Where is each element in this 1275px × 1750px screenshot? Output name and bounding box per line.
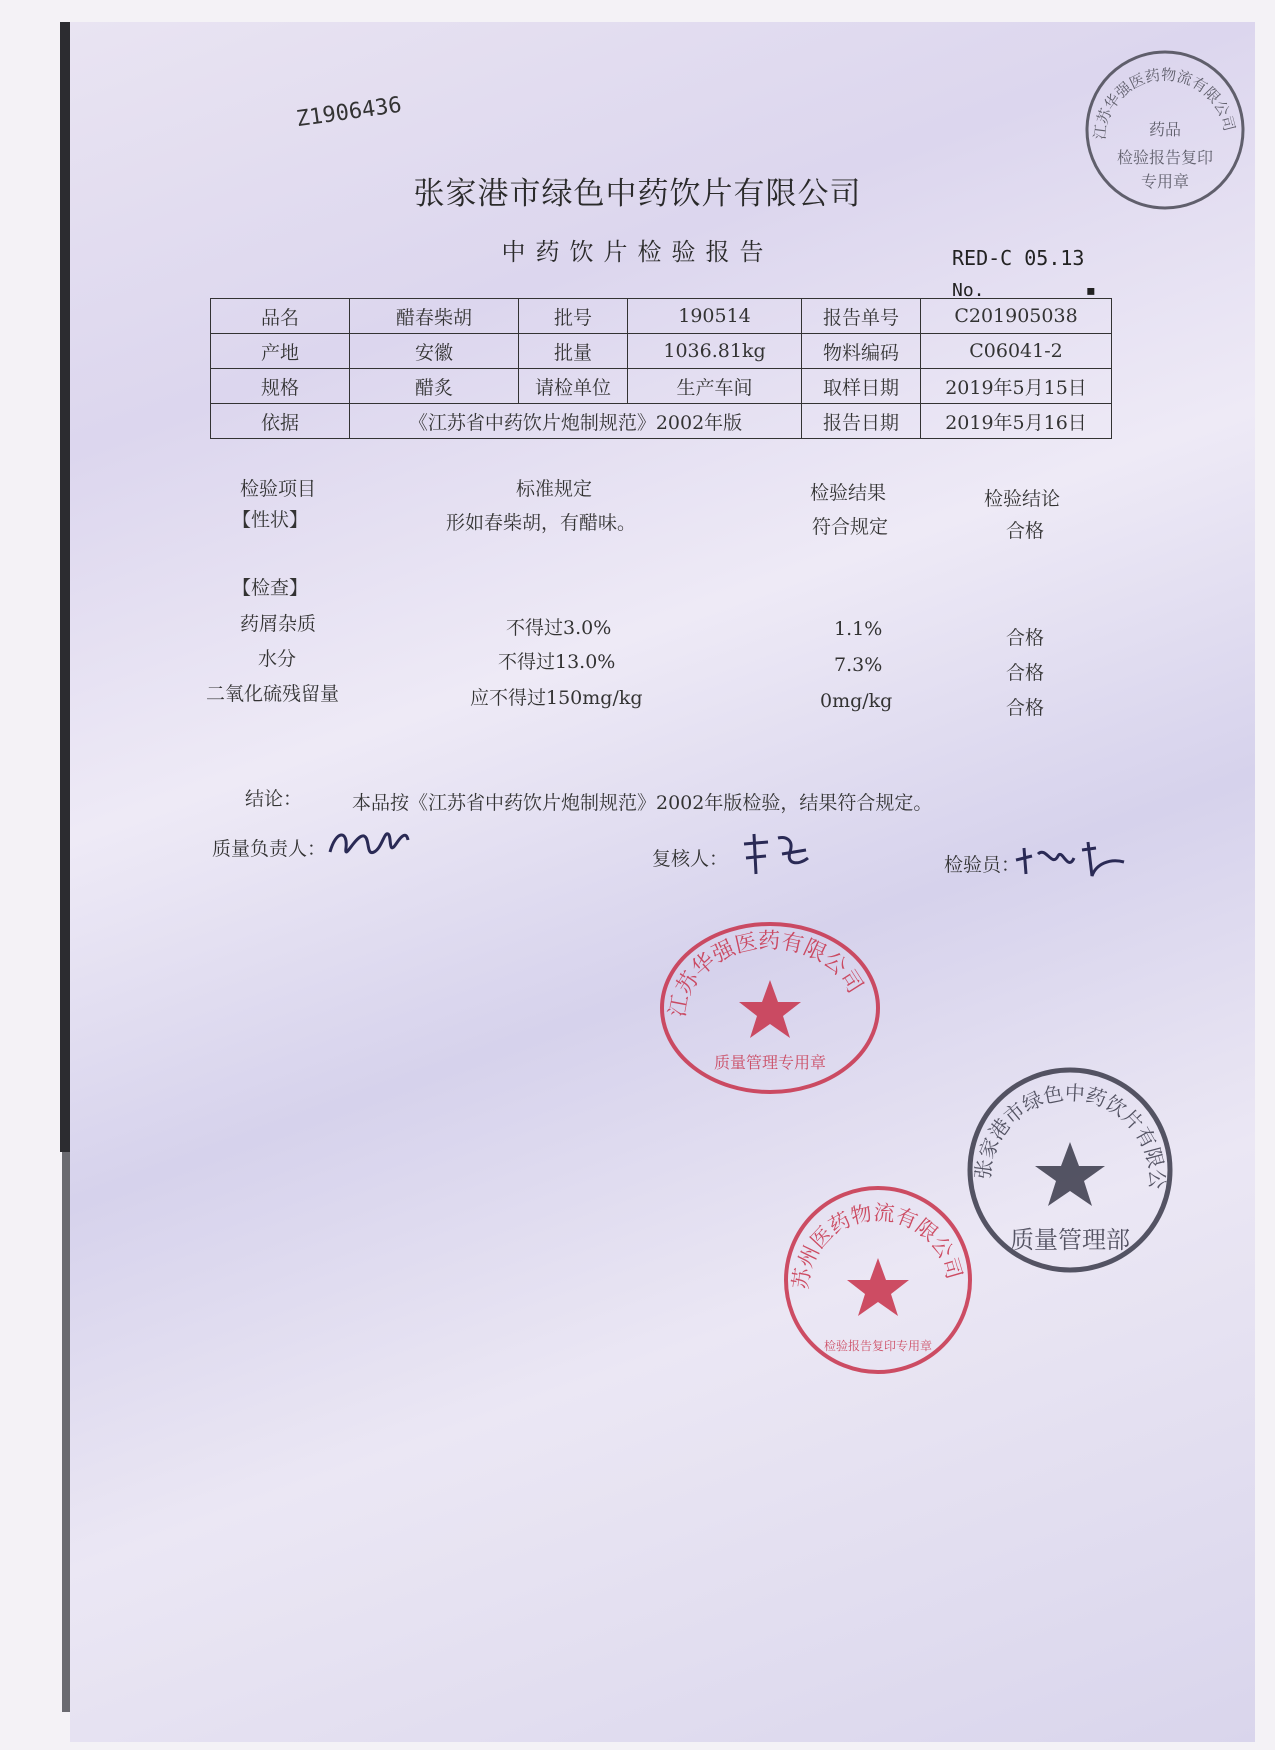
red-stamp-bottom: 质量管理专用章 (713, 1053, 827, 1072)
origin-label: 产地 (211, 334, 350, 369)
red-copy-stamp (778, 1180, 978, 1384)
quality-manager-label: 质量负责人： (212, 838, 327, 860)
svg-text:江苏华强医药物流有限公司: 江苏华强医药物流有限公司 (1090, 65, 1239, 141)
reviewer-label: 复核人： (652, 848, 729, 870)
black-quality-dept-stamp (960, 1060, 1180, 1284)
reviewer-signature (738, 830, 816, 884)
inspection-standard: 应不得过150mg/kg (470, 687, 643, 709)
form-code: RED-C 05.13 (952, 246, 1085, 270)
product-name: 醋春柴胡 (350, 299, 519, 334)
svg-text:苏州医药物流有限公司: 苏州医药物流有限公司 (788, 1200, 967, 1291)
copy-stamp-line1: 药品 (1148, 120, 1182, 139)
sampling-date-label: 取样日期 (802, 369, 921, 404)
copy-stamp-line2: 检验报告复印 (1116, 148, 1214, 167)
conclusion-text: 本品按《江苏省中药饮片炮制规范》2002年版检验，结果符合规定。 (352, 792, 933, 814)
quality-manager-signature (326, 822, 412, 876)
inspection-item: 水分 (258, 648, 297, 670)
origin: 安徽 (350, 334, 519, 369)
red-quality-stamp (655, 918, 885, 1102)
handwritten-number: Z1906436 (294, 92, 404, 133)
character-standard: 形如春柴胡，有醋味。 (446, 512, 637, 534)
report-no-label: 报告单号 (802, 299, 921, 334)
spec-label: 规格 (211, 369, 350, 404)
inspection-conclusion: 合格 (1006, 697, 1045, 719)
character-result: 符合规定 (812, 516, 889, 538)
inspection-standard: 不得过13.0% (498, 651, 616, 673)
inspection-item: 二氧化硫残留量 (206, 683, 340, 705)
batch-qty: 1036.81kg (628, 334, 802, 369)
header-conclusion: 检验结论 (984, 488, 1061, 510)
black-stamp-bottom: 质量管理部 (1010, 1226, 1130, 1254)
header-item: 检验项目 (240, 478, 317, 500)
character-section: 【性状】 (232, 509, 309, 531)
product-name-label: 品名 (211, 299, 350, 334)
batch-qty-label: 批量 (519, 334, 628, 369)
form-number-label: No. ▪ (952, 280, 1097, 301)
svg-text:江苏华强医药有限公司: 江苏华强医药有限公司 (665, 928, 868, 1020)
batch-no-label: 批号 (519, 299, 628, 334)
spec: 醋炙 (350, 369, 519, 404)
requester: 生产车间 (628, 369, 802, 404)
basis-label: 依据 (211, 404, 350, 439)
conclusion-label: 结论： (245, 788, 303, 810)
inspection-item: 药屑杂质 (240, 613, 317, 635)
copy-stamp-top-right (1080, 45, 1250, 219)
inspector-signature (1012, 838, 1130, 886)
report-title: 中药饮片检验报告 (501, 238, 774, 266)
header-standard: 标准规定 (516, 478, 593, 500)
company-title: 张家港市绿色中药饮片有限公司 (413, 176, 862, 212)
inspection-standard: 不得过3.0% (506, 617, 612, 639)
report-date: 2019年5月16日 (921, 404, 1112, 439)
requester-label: 请检单位 (519, 369, 628, 404)
inspection-conclusion: 合格 (1006, 627, 1045, 649)
inspection-conclusion: 合格 (1006, 662, 1045, 684)
material-code: C06041-2 (921, 334, 1112, 369)
red-stamp-side: 检验报告复印专用章 (823, 1339, 933, 1353)
basis: 《江苏省中药饮片炮制规范》2002年版 (350, 404, 802, 439)
report-date-label: 报告日期 (802, 404, 921, 439)
inspection-section: 【检查】 (232, 577, 309, 599)
inspector-label: 检验员： (944, 854, 1021, 876)
copy-stamp-line3: 专用章 (1140, 172, 1190, 191)
info-table (210, 298, 1112, 439)
inspection-result: 7.3% (834, 654, 883, 676)
svg-text:张家港市绿色中药饮片有限公司: 张家港市绿色中药饮片有限公 (970, 1080, 1170, 1190)
report-no: C201905038 (921, 299, 1112, 334)
header-result: 检验结果 (810, 482, 887, 504)
batch-no: 190514 (628, 299, 802, 334)
inspection-result: 1.1% (834, 618, 883, 640)
sampling-date: 2019年5月15日 (921, 369, 1112, 404)
inspection-result: 0mg/kg (820, 690, 893, 712)
character-conclusion: 合格 (1006, 520, 1045, 542)
material-code-label: 物料编码 (802, 334, 921, 369)
